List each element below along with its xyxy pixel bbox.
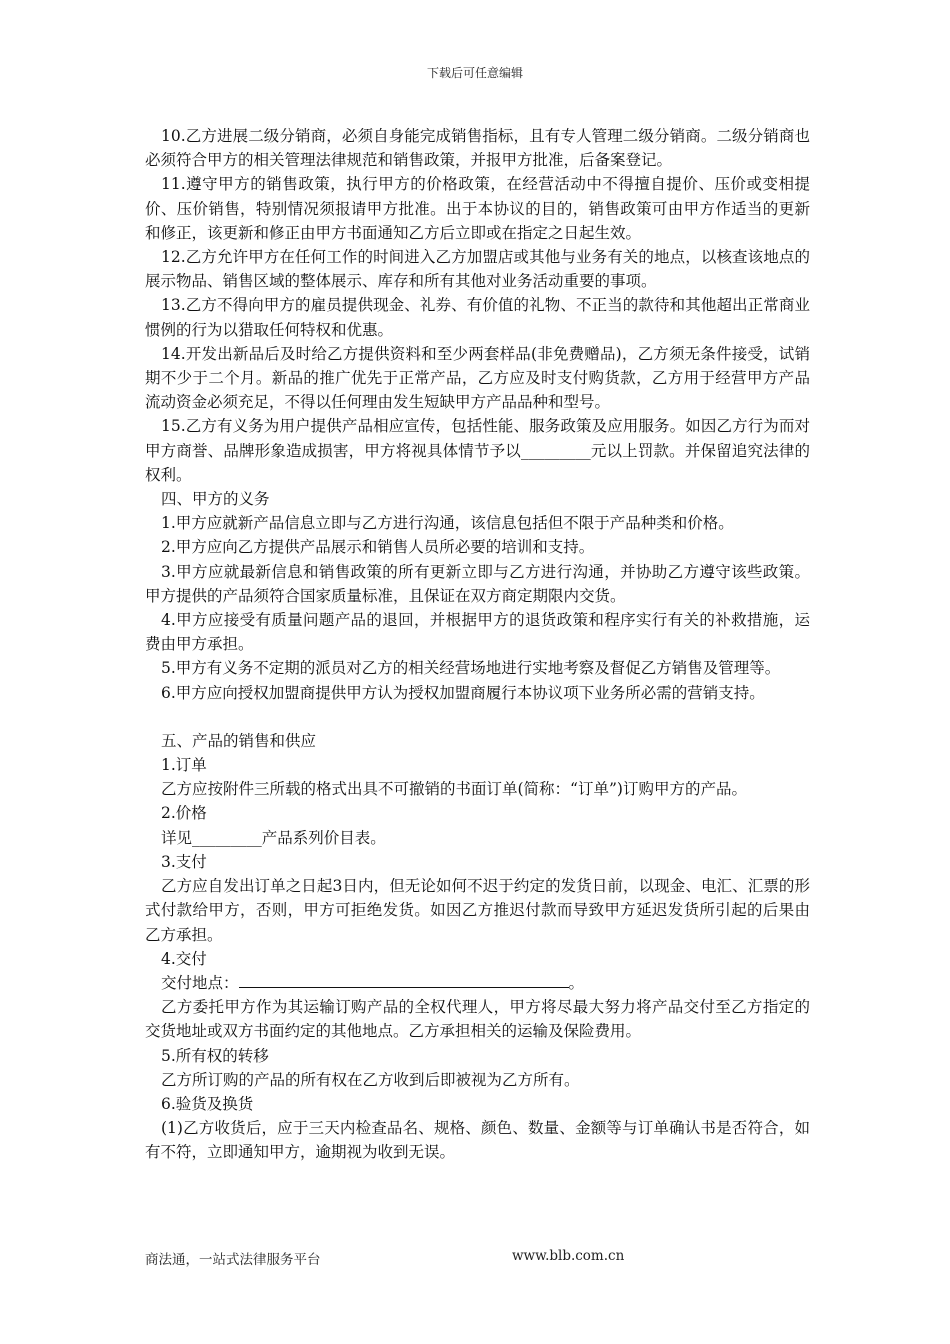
delivery-location <box>145 971 810 995</box>
document-body <box>145 124 810 1165</box>
clause-10: 10.乙方进展二级分销商，必须自身能完成销售指标，且有专人管理二级分销商。二级分销商也必须符合甲方的相关管理法律规范和销售政策，并报甲方批准，后备案登记。 <box>145 127 810 170</box>
clause-14: 14.开发出新品后及时给乙方提供资料和至少两套样品(非免费赠品)，乙方须无条件接受，试销期不少于二个月。新品的推广优先于正常产品，乙方应及时支付购货款，乙方用于经营甲方产品流动资金必须充足，不得以任何理由发生短缺甲方产品品种和型号。 <box>145 344 810 412</box>
clause-12: 12.乙方允许甲方在任何工作的时间进入乙方加盟店或其他与业务有关的地点，以核查该地点的展示物品、销售区域的整体展示、库存和所有其他对业务活动重要的事项。 <box>145 248 810 291</box>
ownership-text: 乙方所订购的产品的所有权在乙方收到后即被视为乙方所有。 <box>161 1070 580 1089</box>
page-header: 下载后可任意编辑 <box>426 66 523 80</box>
party-a-duty-4: 4.甲方应接受有质量问题产品的退回，并根据甲方的退货政策和程序实行有关的补救措施，运费由甲方承担。 <box>145 611 810 654</box>
section-heading-5: 五、产品的销售和供应 <box>161 731 317 750</box>
footer-brand: 商法通，一站式法律服务平台 <box>145 1252 321 1268</box>
spacer <box>145 705 810 729</box>
subheading-inspection: 6.验货及换货 <box>161 1094 254 1113</box>
delivery-location-blank <box>239 971 569 988</box>
party-a-duty-2: 2.甲方应向乙方提供产品展示和销售人员所必要的培训和支持。 <box>161 538 595 557</box>
delivery-location-label: 交付地点： <box>161 973 239 992</box>
price-text: 详见_________产品系列价目表。 <box>161 828 386 847</box>
clause-11: 11.遵守甲方的销售政策，执行甲方的价格政策，在经营活动中不得擅自提价、压价或变相提价、压价销售，特别情况须报请甲方批准。出于本协议的目的，销售政策可由甲方作适当的更新和修正，该更新和修正由甲方书面通知乙方后立即或在指定之日起生效。 <box>145 175 810 242</box>
party-a-duty-5: 5.甲方有义务不定期的派员对乙方的相关经营场地进行实地考察及督促乙方销售及管理等。 <box>161 659 781 678</box>
order-text: 乙方应按附件三所载的格式出具不可撤销的书面订单(简称：“订单”)订购甲方的产品。 <box>161 780 747 799</box>
section-heading-4: 四、甲方的义务 <box>161 490 270 509</box>
clause-15: 15.乙方有义务为用户提供产品相应宣传，包括性能、服务政策及应用服务。如因乙方行为而对甲方商誉、品牌形象造成损害，甲方将视具体情节予以_________元以上罚款。并保留追究法律的权利。 <box>145 417 810 484</box>
clause-13: 13.乙方不得向甲方的雇员提供现金、礼券、有价值的礼物、不正当的款待和其他超出正常商业惯例的行为以猎取任何特权和优惠。 <box>145 296 810 339</box>
party-a-duty-6: 6.甲方应向授权加盟商提供甲方认为授权加盟商履行本协议项下业务所必需的营销支持。 <box>161 683 765 702</box>
inspection-text: (1)乙方收货后，应于三天内检查品名、规格、颜色、数量、金额等与订单确认书是否符合，如有不符，立即通知甲方，逾期视为收到无误。 <box>145 1119 810 1162</box>
delivery-location-end: 。 <box>568 973 585 992</box>
party-a-duty-3: 3.甲方应就最新信息和销售政策的所有更新立即与乙方进行沟通，并协助乙方遵守该些政策。甲方提供的产品须符合国家质量标准，且保证在双方商定期限内交货。 <box>145 562 810 605</box>
party-a-duty-1: 1.甲方应就新产品信息立即与乙方进行沟通，该信息包括但不限于产品种类和价格。 <box>161 514 734 533</box>
subheading-delivery: 4.交付 <box>161 949 207 968</box>
delivery-text: 乙方委托甲方作为其运输订购产品的全权代理人，甲方将尽最大努力将产品交付至乙方指定的交货地址或双方书面约定的其他地点。乙方承担相关的运输及保险费用。 <box>145 998 810 1041</box>
subheading-payment: 3.支付 <box>161 852 207 871</box>
subheading-ownership: 5.所有权的转移 <box>161 1046 269 1065</box>
subheading-price: 2.价格 <box>161 804 207 823</box>
subheading-order: 1.订单 <box>161 756 207 775</box>
footer-url: www.blb.com.cn <box>512 1248 625 1264</box>
payment-text: 乙方应自发出订单之日起3日内，但无论如何不迟于约定的发货日前，以现金、电汇、汇票的形式付款给甲方，否则，甲方可拒绝发货。如因乙方推迟付款而导致甲方延迟发货所引起的后果由乙方承担。 <box>145 877 810 944</box>
